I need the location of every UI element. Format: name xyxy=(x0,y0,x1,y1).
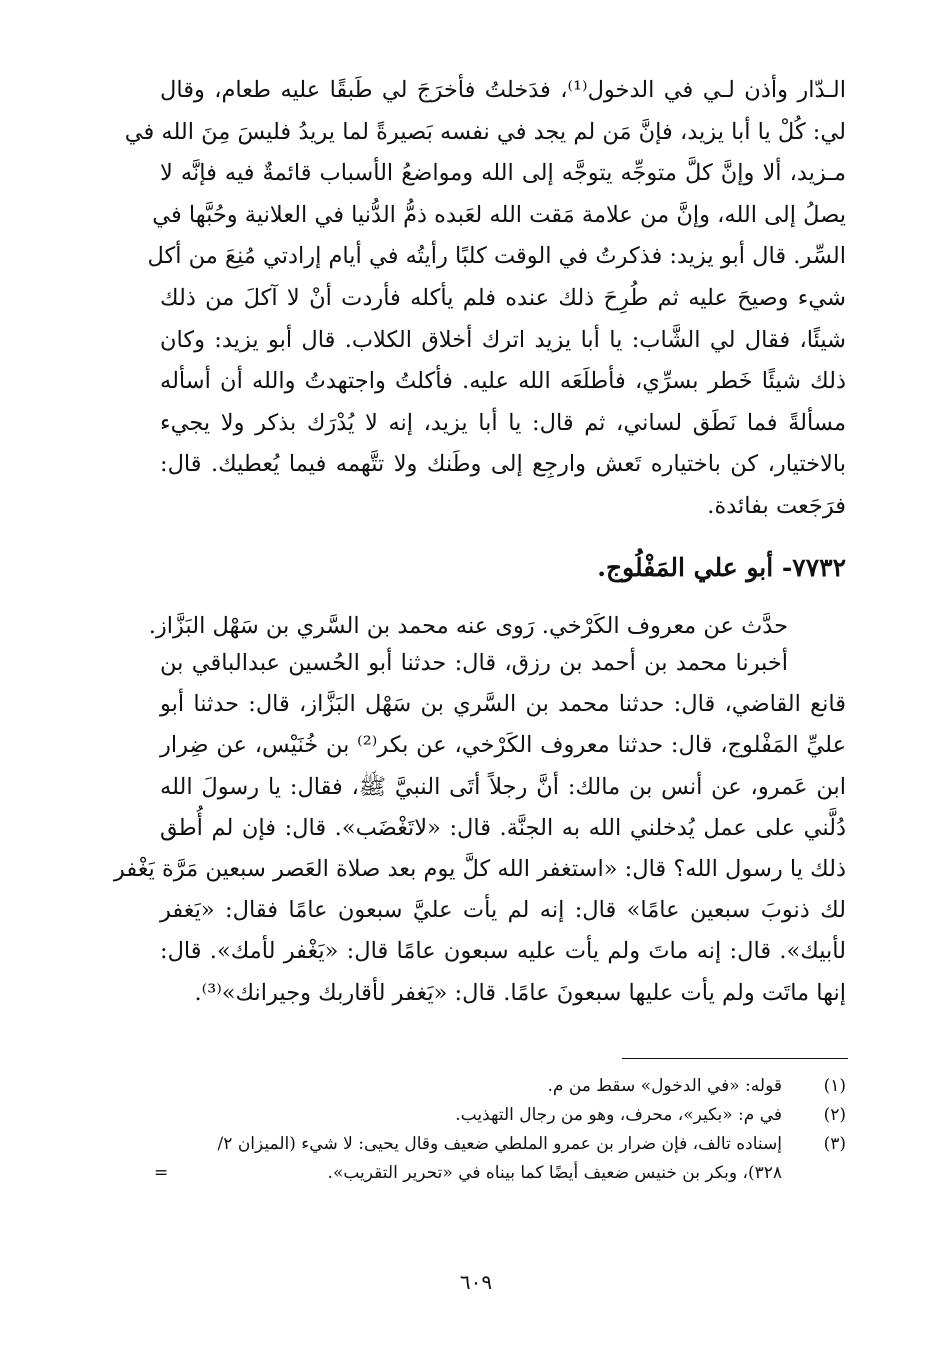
text-line: قانع القاضي، قال: حدثنا محمد بن السَّري بن سَهْل البَزَّاز، قال: حدثنا أبو xyxy=(160,691,846,718)
footnote-1 xyxy=(150,1072,846,1101)
footnote-divider xyxy=(622,1058,848,1059)
text-line: لي: كُلْ يا أبا يزيد، فإنَّ مَن لم يجد في نفسه بَصيرةً لما يريدُ فليسَ مِنَ الله في xyxy=(124,118,846,145)
footnote-number: (٢) xyxy=(823,1105,846,1125)
text-line: أخبرنا محمد بن أحمد بن رزق، قال: حدثنا أبو الحُسين عبدالباقي بن xyxy=(160,650,788,676)
continuation-mark: = xyxy=(154,1163,169,1183)
footnote-3-continuation xyxy=(150,1159,846,1188)
paragraph-bio xyxy=(148,606,846,647)
text-line: إنها ماتَت ولم يأت عليها سبعونَ عامًا. قال: «يَغفر لأقاربك وجيرانك»⁽³⁾. xyxy=(194,979,846,1006)
entry-heading: ٧٧٣٢- أبو علي المَفْلُوج. xyxy=(597,553,846,582)
footnote-text: قوله: «في الدخول» سقط من م. xyxy=(547,1076,782,1096)
text-line: مسألةً فما نَطَق لساني، ثم قال: يا أبا يزيد، إنه لا يُدْرَك بذكر ولا يجيء xyxy=(160,409,846,436)
text-line: السِّر. قال أبو يزيد: فذكرتُ في الوقت كلبًا رأيتُه في أيام إرادتي مُنِعَ من أكل xyxy=(147,243,846,270)
footnote-number: (٣) xyxy=(823,1134,846,1154)
text-line: ذلك شيئًا خَطر بسرِّي، فأطلَعَه الله عليه. فأكلتُ واجتهدتُ والله أن أسأله xyxy=(160,368,846,395)
text-line: دُلَّني على عمل يُدخلني الله به الجنَّة. قال: «لاتَغْضَب». قال: فإن لم أُطق xyxy=(160,814,846,841)
text-line: فرَجَعت بفائدة. xyxy=(707,492,846,519)
text-line: الـدّار وأذن لـي في الدخول⁽¹⁾، فدَخلتُ فأخرَجَ لي طَبقًا عليه طعام، وقال xyxy=(160,77,846,103)
text-line: بالاختيار، كن باختياره تَعش وارجِع إلى وطَنك ولا تتَّهمه فيما يُعطيك. قال: xyxy=(160,451,846,478)
footnote-text: إسناده تالف، فإن ضرار بن عمرو الملطي ضعيف وقال يحيى: لا شيء (الميزان ٢/ xyxy=(217,1134,782,1154)
text-line: شيء وصيحَ عليه ثم طُرِحَ ذلك عنده فلم يأكله فأردت أنْ لا آكلَ من ذلك xyxy=(160,284,846,311)
footnotes xyxy=(150,1072,846,1188)
paragraph-narrative xyxy=(124,70,846,528)
footnote-text: في م: «بكير»، محرف، وهو من رجال التهذيب. xyxy=(455,1105,782,1125)
text-line: عليِّ المَفْلوج، قال: حدثنا معروف الكَرْخي، عن بكر⁽²⁾ بن خُنَيْس، عن ضِرار xyxy=(160,732,846,759)
footnote-2 xyxy=(150,1101,846,1130)
text-line: ذلك يا رسول الله؟ قال: «استغفر الله كلَّ يوم بعد صلاة العَصر سبعين مَرَّة يَغْفر xyxy=(113,855,846,882)
text-line: يصلُ إلى الله، وإنَّ من علامة مَقت الله لعَبده ذمُّ الدُّنيا في العلانية وحُبَّها في xyxy=(152,201,846,228)
paragraph-isnad xyxy=(113,643,846,1014)
footnote-3 xyxy=(150,1130,846,1159)
text-line: شيئًا، فقال لي الشَّاب: يا أبا يزيد اترك أخلاق الكلاب. قال أبو يزيد: وكان xyxy=(160,326,846,353)
text-line: مـزيد، ألا وإنَّ كلَّ متوجِّه يتوجَّه إلى الله ومواضعُ الأسباب قائمةٌ فيه فإنَّه لا xyxy=(160,160,846,187)
text-line: ابن عَمرو، عن أنس بن مالك: أنَّ رجلاً أتَى النبيَّ ﷺ، فقال: يا رسولَ الله xyxy=(160,773,846,800)
page-number: ٦٠٩ xyxy=(459,1270,493,1294)
text-line: لأبيك». قال: إنه ماتَ ولم يأت عليه سبعون عامًا قال: «يَغْفر لأمك». قال: xyxy=(160,938,846,965)
footnote-text: ٣٢٨)، وبكر بن خنيس ضعيف أيضًا كما بيناه في «تحرير التقريب». xyxy=(327,1163,782,1183)
text-line: حدَّث عن معروف الكَرْخي. رَوى عنه محمد بن السَّري بن سَهْل البَزَّاز. xyxy=(148,613,788,639)
text-line: لك ذنوبَ سبعين عامًا» قال: إنه لم يأت عليَّ سبعون عامًا فقال: «يَغفر xyxy=(160,897,846,924)
footnote-number: (١) xyxy=(823,1076,846,1096)
